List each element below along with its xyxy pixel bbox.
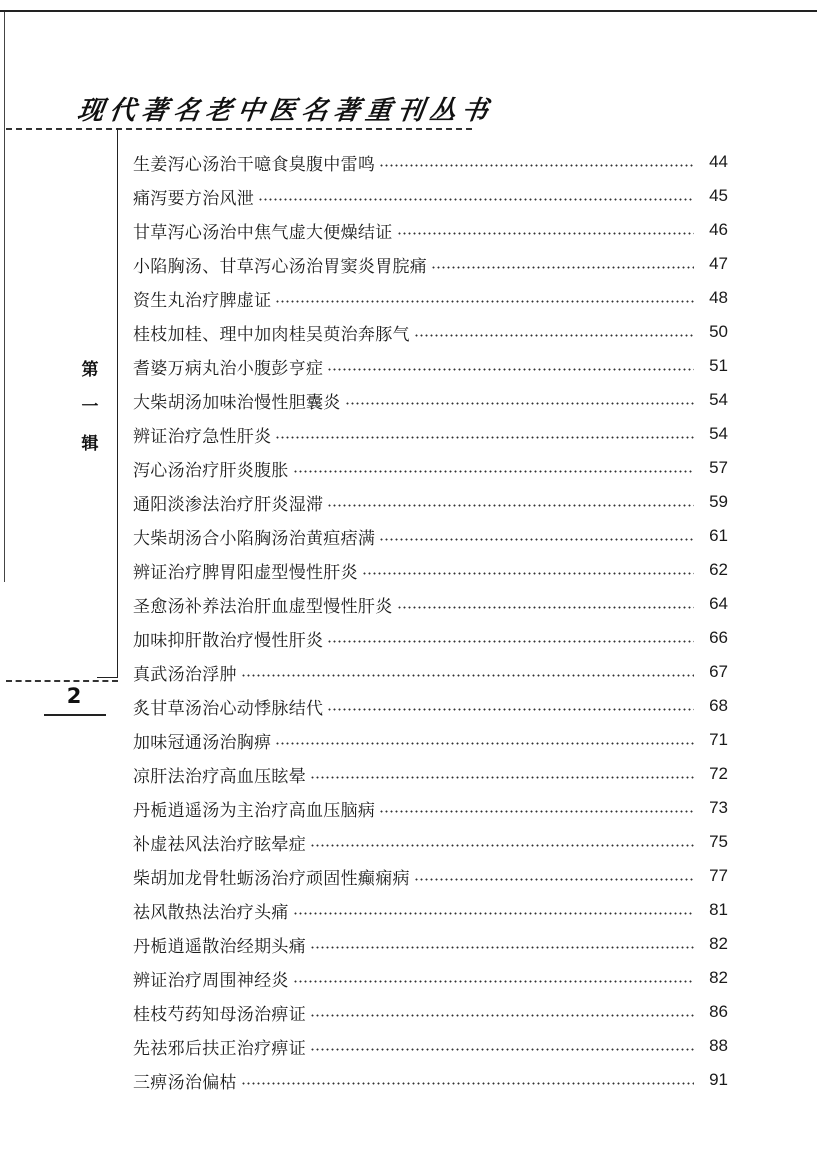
volume-char: 辑 [81,434,99,454]
toc-entry-page: 72 [709,764,728,783]
toc-entry-title: 泻心汤治疗肝炎腹胀 [133,460,289,481]
header-dashed-rule [6,128,472,130]
toc-entry-page: 46 [709,220,728,239]
toc-entry-page: 57 [709,458,728,477]
toc-entry-page: 47 [709,254,728,273]
toc-dot-leader [345,402,694,405]
toc-entry-title: 甘草泻心汤治中焦气虚大便燥结证 [133,222,393,243]
toc-dot-leader [310,1014,694,1017]
toc-entry [133,961,728,995]
toc-entry [133,1029,728,1063]
toc-dot-leader [293,980,694,983]
toc-entry-page: 44 [709,152,728,171]
page-number: 2 [66,684,82,708]
toc-entry-title: 丹栀逍遥汤为主治疗高血压脑病 [133,800,376,821]
toc-entry [133,349,728,383]
toc-entry-title: 加味冠通汤治胸痹 [133,732,272,753]
toc-entry [133,893,728,927]
toc-dot-leader [310,776,694,779]
toc-dot-leader [327,708,694,711]
toc-entry-page: 77 [709,866,728,885]
toc-entry [133,689,728,723]
toc-dot-leader [241,674,694,677]
toc-entry-title: 痛泻要方治风泄 [133,188,255,209]
toc-entry-title: 炙甘草汤治心动悸脉结代 [133,698,324,719]
toc-entry [133,859,728,893]
toc-entry-page: 75 [709,832,728,851]
toc-entry [133,315,728,349]
toc-entry-title: 凉肝法治疗高血压眩晕 [133,766,306,787]
toc-dot-leader [293,912,694,915]
toc-entry-page: 54 [709,424,728,443]
toc-entry-page: 67 [709,662,728,681]
toc-entry-page: 86 [709,1002,728,1021]
toc-dot-leader [397,232,695,235]
toc-entry [133,553,728,587]
toc-dot-leader [275,742,694,745]
toc-entry [133,383,728,417]
toc-entry-page: 73 [709,798,728,817]
toc-dot-leader [397,606,695,609]
toc-entry [133,1063,728,1097]
toc-dot-leader [310,1048,694,1051]
toc-entry-title: 桂枝芍药知母汤治痹证 [133,1004,306,1025]
toc-entry-page: 50 [709,322,728,341]
toc-entry-title: 加味抑肝散治疗慢性肝炎 [133,630,324,651]
toc-entry-title: 辨证治疗急性肝炎 [133,426,272,447]
toc-entry-page: 61 [709,526,728,545]
toc-dot-leader [379,810,694,813]
toc-dot-leader [293,470,694,473]
toc-entry [133,451,728,485]
toc-entry-page: 82 [709,934,728,953]
toc-entry [133,927,728,961]
toc-entry [133,281,728,315]
toc-entry-page: 48 [709,288,728,307]
toc-entry-title: 辨证治疗脾胃阳虚型慢性肝炎 [133,562,358,583]
table-of-contents [133,145,728,1097]
toc-entry-page: 62 [709,560,728,579]
toc-entry-title: 大柴胡汤合小陷胸汤治黄疸痞满 [133,528,376,549]
toc-entry-page: 81 [709,900,728,919]
toc-dot-leader [362,572,694,575]
toc-entry-title: 柴胡加龙骨牡蛎汤治疗顽固性癫痫病 [133,868,410,889]
toc-entry-page: 66 [709,628,728,647]
toc-entry [133,621,728,655]
volume-char: 第 [81,360,99,380]
toc-entry [133,179,728,213]
toc-entry-page: 71 [709,730,728,749]
volume-char: 一 [81,397,99,417]
toc-entry-title: 先祛邪后扶正治疗痹证 [133,1038,306,1059]
top-rule [0,10,817,12]
toc-dot-leader [414,334,694,337]
toc-dot-leader [258,198,694,201]
toc-entry [133,145,728,179]
toc-dot-leader [327,504,694,507]
toc-entry-title: 大柴胡汤加味治慢性胆囊炎 [133,392,341,413]
toc-entry-title: 辨证治疗周围神经炎 [133,970,289,991]
toc-entry-title: 生姜泻心汤治干噫食臭腹中雷鸣 [133,154,376,175]
toc-dot-leader [379,538,694,541]
toc-entry [133,485,728,519]
volume-label [80,352,100,463]
toc-entry [133,247,728,281]
footer-dashed-rule [6,680,118,682]
toc-entry [133,791,728,825]
toc-dot-leader [310,844,694,847]
toc-entry-title: 三痹汤治偏枯 [133,1072,237,1093]
toc-entry-title: 桂枝加桂、理中加肉桂吴萸治奔豚气 [133,324,410,345]
toc-entry-page: 88 [709,1036,728,1055]
toc-dot-leader [275,436,694,439]
toc-dot-leader [241,1082,694,1085]
toc-entry [133,655,728,689]
toc-dot-leader [431,266,694,269]
toc-dot-leader [327,368,694,371]
toc-entry-page: 59 [709,492,728,511]
series-title: 现代著名老中医名著重刊丛书 [75,96,496,126]
volume-divider-foot [97,677,118,678]
toc-entry-page: 68 [709,696,728,715]
toc-entry-page: 51 [709,356,728,375]
toc-entry-page: 45 [709,186,728,205]
toc-entry-page: 82 [709,968,728,987]
toc-dot-leader [414,878,694,881]
toc-entry-page: 54 [709,390,728,409]
toc-entry-title: 小陷胸汤、甘草泻心汤治胃窦炎胃脘痛 [133,256,428,277]
toc-entry-title: 祛风散热法治疗头痛 [133,902,289,923]
toc-entry [133,757,728,791]
toc-entry-title: 丹栀逍遥散治经期头痛 [133,936,306,957]
toc-entry [133,213,728,247]
toc-entry-title: 通阳淡渗法治疗肝炎湿滞 [133,494,324,515]
toc-entry [133,519,728,553]
toc-entry [133,587,728,621]
toc-entry-title: 耆婆万病丸治小腹彭亨症 [133,358,324,379]
toc-entry-title: 补虚祛风法治疗眩晕症 [133,834,306,855]
toc-entry [133,825,728,859]
toc-dot-leader [327,640,694,643]
toc-dot-leader [275,300,694,303]
toc-dot-leader [310,946,694,949]
toc-entry [133,417,728,451]
volume-divider [117,128,118,678]
page-number-rule [44,714,106,716]
toc-entry-page: 64 [709,594,728,613]
toc-entry-page: 91 [709,1070,728,1089]
toc-entry [133,723,728,757]
toc-entry-title: 真武汤治浮肿 [133,664,237,685]
toc-entry [133,995,728,1029]
toc-entry-title: 资生丸治疗脾虚证 [133,290,272,311]
toc-dot-leader [379,164,694,167]
toc-entry-title: 圣愈汤补养法治肝血虚型慢性肝炎 [133,596,393,617]
left-margin-rule [4,12,5,582]
